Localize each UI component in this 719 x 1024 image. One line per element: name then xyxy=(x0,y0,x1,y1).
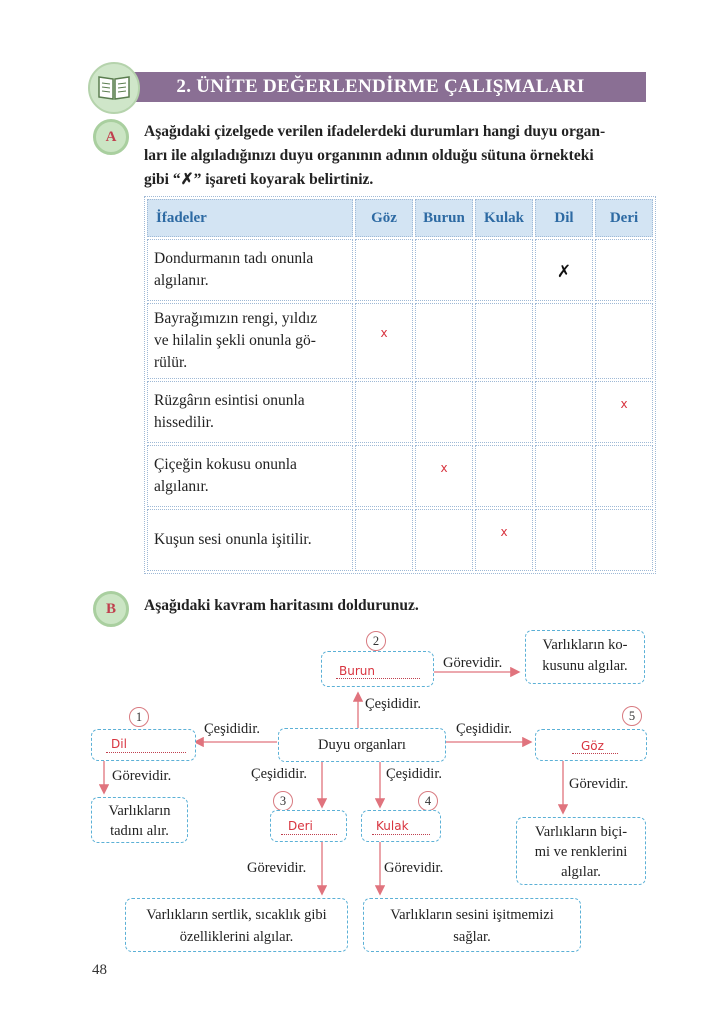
instruction-line: gibi “✗” işareti koyarak belirtiniz. xyxy=(144,171,374,188)
function-text: Varlıkların biçi- xyxy=(534,824,628,840)
answer-mark: x xyxy=(500,524,508,539)
answer-box-5[interactable] xyxy=(535,729,647,761)
dotted-line xyxy=(572,753,618,754)
answer-2: Burun xyxy=(339,664,375,678)
statement-line: Kuşun sesi onunla işitilir. xyxy=(154,531,312,548)
dotted-line xyxy=(372,834,430,835)
statement-line: Rüzgârın esintisi onunla xyxy=(154,392,305,409)
function-box-4 xyxy=(363,898,581,952)
answer-3: Deri xyxy=(288,819,313,833)
col-header-dil: Dil xyxy=(535,199,593,237)
function-text: algılar. xyxy=(561,864,601,880)
function-text: Varlıkların ko- xyxy=(542,637,628,653)
answer-5: Göz xyxy=(581,739,604,753)
statement-line: Dondurmanın tadı onunla xyxy=(154,250,314,267)
relation-label-type: Çeşididir. xyxy=(456,721,512,737)
function-box-2 xyxy=(525,630,645,684)
answer-box-1[interactable] xyxy=(91,729,196,761)
function-text: mi ve renklerini xyxy=(534,844,628,860)
answer-4: Kulak xyxy=(376,819,409,833)
function-text: tadını alır. xyxy=(110,823,169,839)
col-header-goz: Göz xyxy=(355,199,413,237)
relation-label-type: Çeşididir. xyxy=(204,721,260,737)
relation-label-type: Çeşididir. xyxy=(386,766,442,782)
function-text: Varlıkların xyxy=(108,803,171,819)
answer-1: Dil xyxy=(111,737,127,751)
relation-label-func: Görevidir. xyxy=(384,860,444,876)
col-header-burun: Burun xyxy=(415,199,473,237)
section-b-instruction: Aşağıdaki kavram haritasını doldurunuz. xyxy=(144,597,419,614)
relation-label-type: Çeşididir. xyxy=(251,766,307,782)
center-concept-box xyxy=(278,728,446,762)
dotted-line xyxy=(281,834,337,835)
answer-mark: x xyxy=(440,460,448,475)
statement-line: rülür. xyxy=(154,354,188,371)
col-header-deri: Deri xyxy=(595,199,653,237)
relation-label-func: Görevidir. xyxy=(569,776,629,792)
example-mark: ✗ xyxy=(556,262,572,282)
number-5: 5 xyxy=(622,706,642,726)
section-a-badge: A xyxy=(93,119,129,155)
function-box-1 xyxy=(91,797,188,843)
relation-label-func: Görevidir. xyxy=(112,768,172,784)
number-1: 1 xyxy=(129,707,149,727)
function-box-3 xyxy=(125,898,348,952)
function-text: Varlıkların sesini işitmemizi xyxy=(390,907,554,923)
statement-line: algılanır. xyxy=(154,478,209,495)
dotted-line xyxy=(336,678,420,679)
page-number: 48 xyxy=(92,962,107,978)
section-b-badge: B xyxy=(93,591,129,627)
number-4: 4 xyxy=(418,791,438,811)
function-text: özelliklerini algılar. xyxy=(179,929,294,945)
col-header-statements: İfadeler xyxy=(147,199,353,237)
center-concept: Duyu organları xyxy=(318,737,406,753)
relation-label-func: Görevidir. xyxy=(443,655,503,671)
instruction-line: ları ile algıladığınızı duyu organının adının olduğu sütuna örnekteki xyxy=(144,147,594,164)
relation-label-func: Görevidir. xyxy=(247,860,307,876)
function-text: Varlıkların sertlik, sıcaklık gibi xyxy=(146,907,327,923)
answer-box-2[interactable] xyxy=(321,651,434,687)
statement-line: hissedilir. xyxy=(154,414,214,431)
col-header-kulak: Kulak xyxy=(475,199,533,237)
statement-line: ve hilalin şekli onunla gö- xyxy=(154,332,316,349)
number-3: 3 xyxy=(273,791,293,811)
answer-box-4[interactable] xyxy=(361,810,441,842)
answer-mark: x xyxy=(620,396,628,411)
statement-line: algılanır. xyxy=(154,272,209,289)
unit-title: 2. ÜNİTE DEĞERLENDİRME ÇALIŞMALARI xyxy=(176,76,585,97)
dotted-line xyxy=(106,752,186,753)
function-text: kusunu algılar. xyxy=(542,658,628,674)
function-text: sağlar. xyxy=(453,929,491,945)
number-2: 2 xyxy=(366,631,386,651)
statement-line: Bayrağımızın rengi, yıldız xyxy=(154,310,318,327)
relation-label-type: Çeşididir. xyxy=(365,696,421,712)
statement-line: Çiçeğin kokusu onunla xyxy=(154,456,297,473)
answer-mark: x xyxy=(380,325,388,340)
function-box-5 xyxy=(516,817,646,885)
answer-box-3[interactable] xyxy=(270,810,347,842)
instruction-line: Aşağıdaki çizelgede verilen ifadelerdeki durumları hangi duyu organ- xyxy=(144,123,606,140)
